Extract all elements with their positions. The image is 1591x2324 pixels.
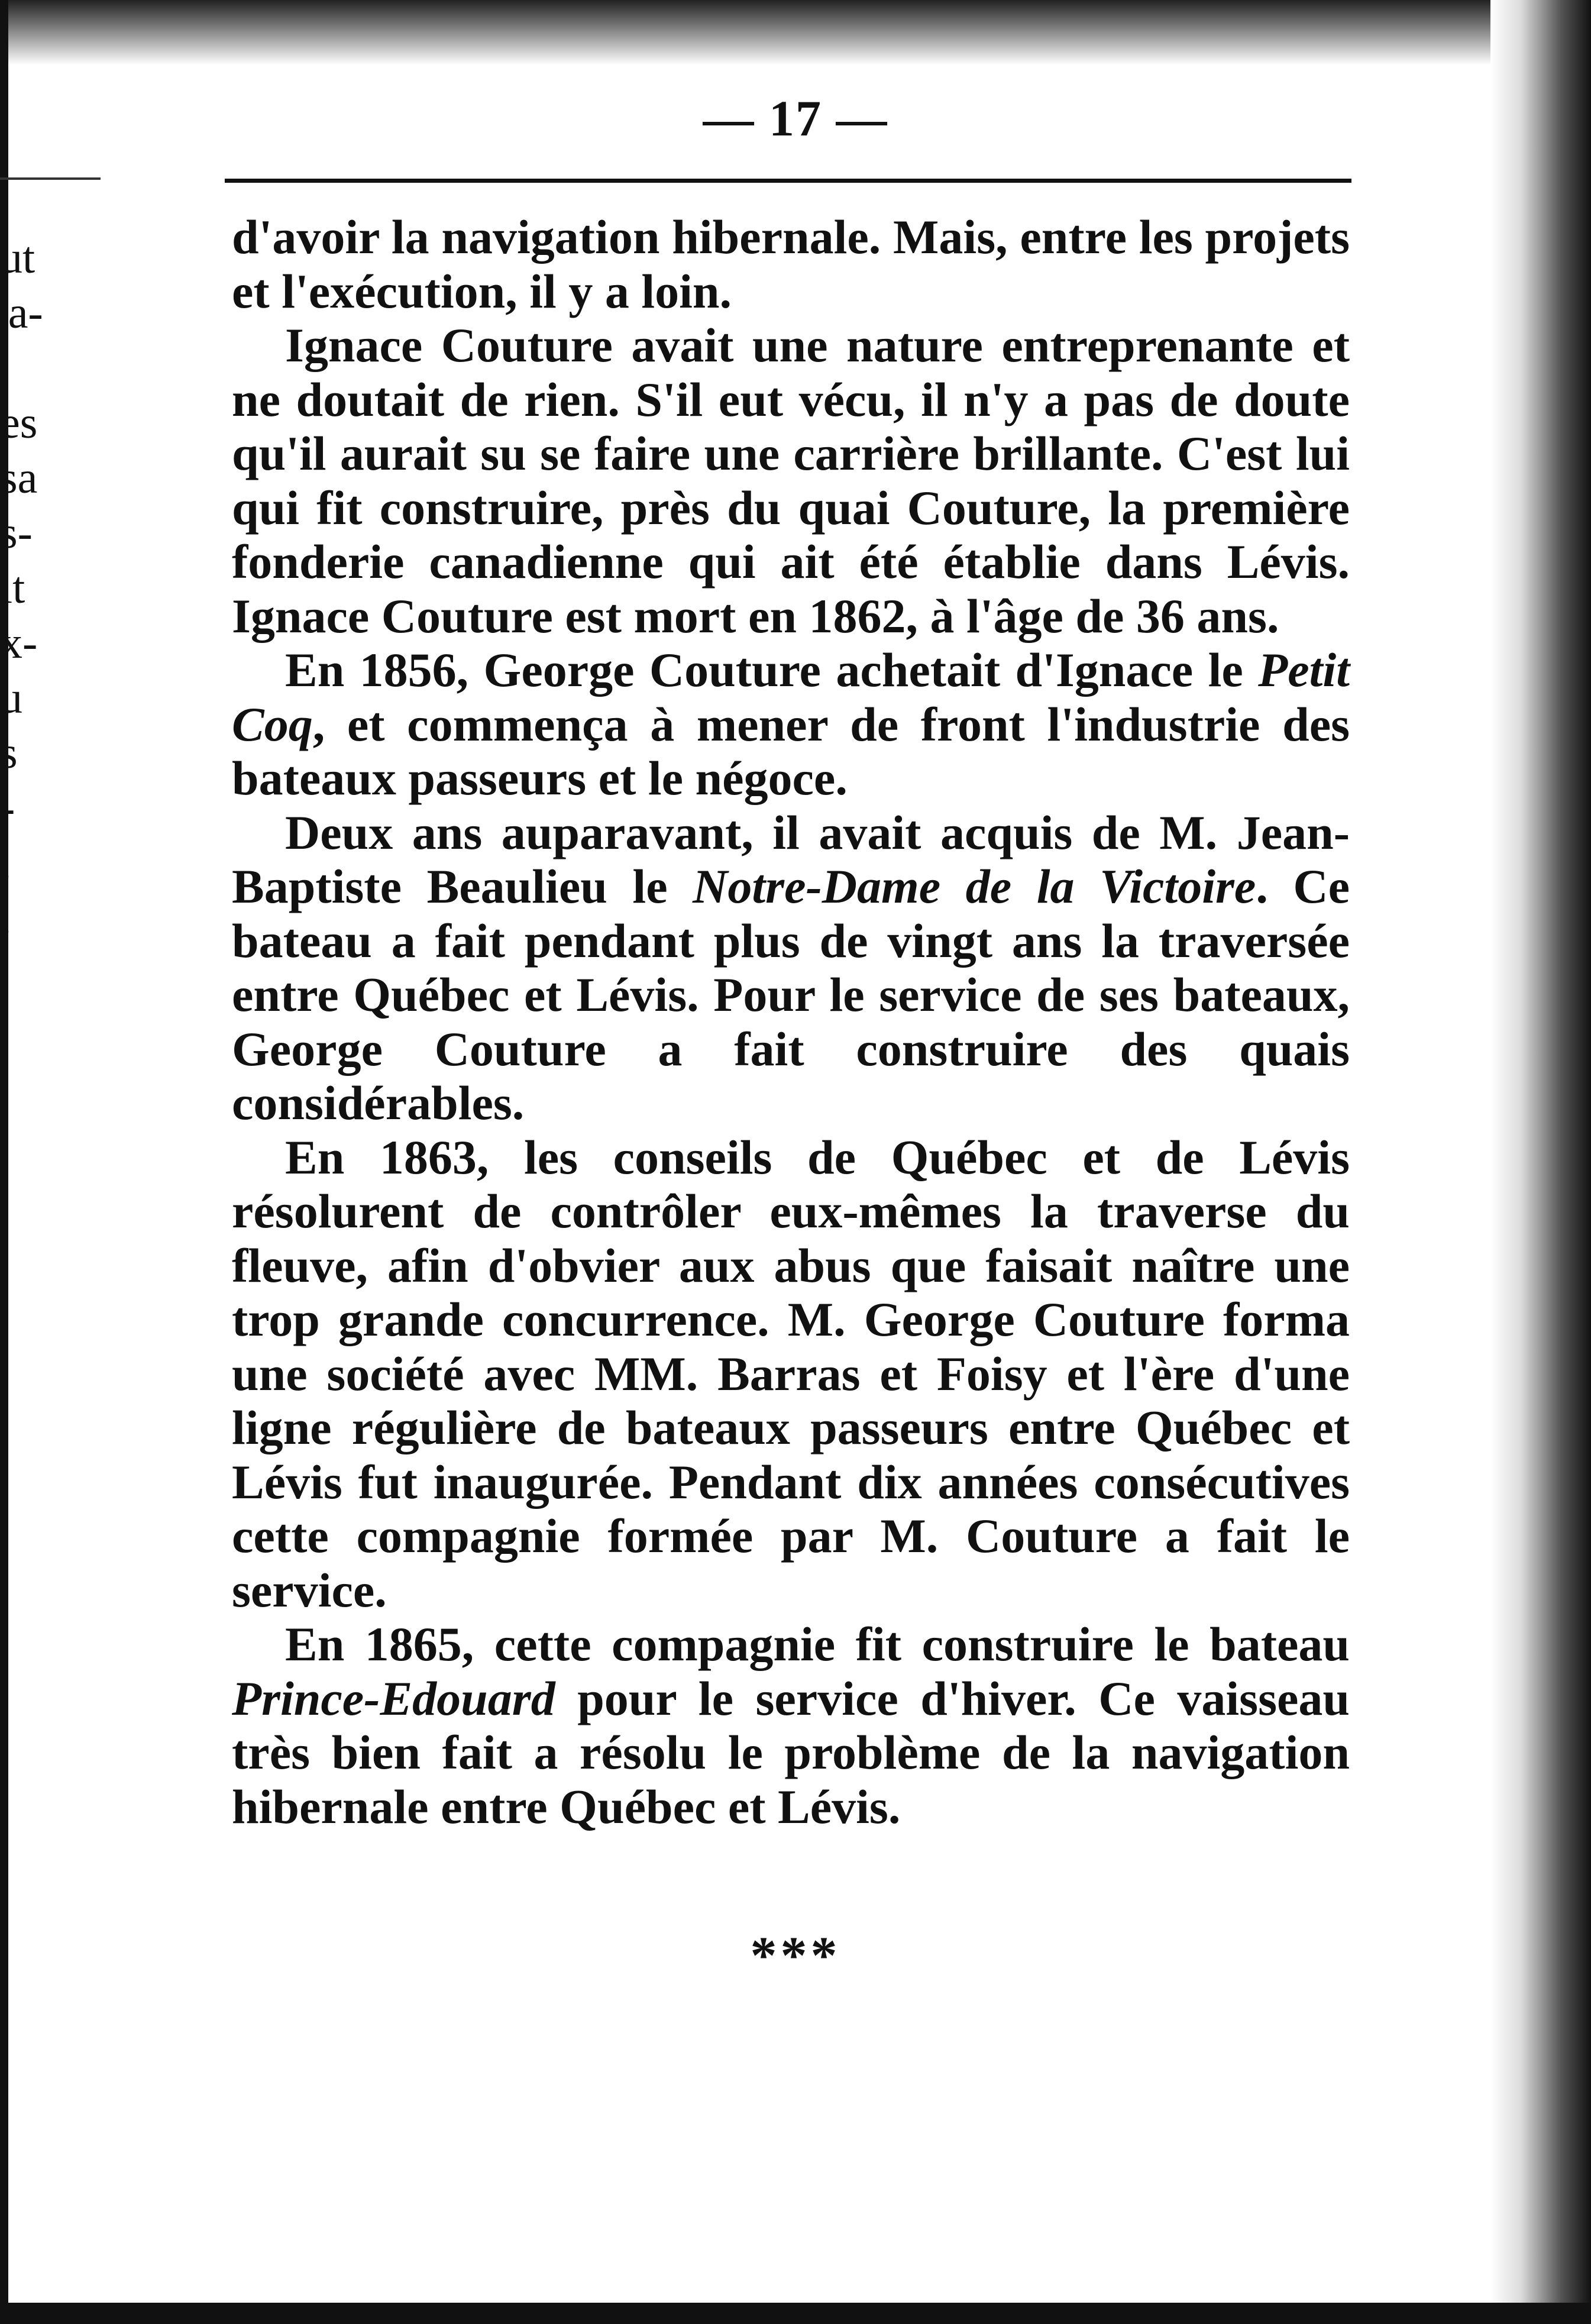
header-rule: [225, 179, 1351, 183]
paragraph-text: , et commença à mener de front l'industrie des bateaux passeurs et le négoce.: [232, 697, 1350, 805]
paragraph-text: En 1863, les conseils de Québec et de Lévis résolurent de contrôler eux-mêmes la traverse du fleuve, afin d'obvier aux abus que faisait naître une trop grande concurrence. M. George Couture forma une société avec MM. Barras et Foisy et l'ère d'une ligne régulière de bateaux passeurs entre Québec et Lévis fut inaugurée. Pendant dix années consécutives cette compagnie formée par M. Couture a fait le service.: [232, 1130, 1350, 1617]
facing-page-fragment: ,: [0, 838, 11, 888]
facing-page-fragments: [0, 231, 106, 1001]
section-ornament: ***: [750, 1927, 841, 1985]
paragraph-text: pour le service d'hiver. Ce vaisseau très bien fait a résolu le problème de la navigation hibernale entre Québec et Lévis.: [232, 1671, 1350, 1834]
italic-title: Prince-Edouard: [232, 1671, 555, 1725]
paragraph: [232, 1130, 1350, 1618]
facing-page-fragment: ,: [0, 893, 11, 943]
paragraph-text: Ignace Couture avait une nature entreprenante et ne doutait de rien. S'il eut vécu, il n'y a pas de doute qu'il aurait su se faire une carrière brillante. C'est lui qui fit construire, près du quai Couture, la première fonderie canadienne qui ait été établie dans Lévis. Ignace Couture est mort en 1862, à l'âge de 36 ans.: [232, 318, 1350, 643]
paragraph: [232, 210, 1350, 318]
scan-bottom-edge: [0, 2303, 1591, 2324]
paragraph: [232, 806, 1350, 1130]
paragraph: [232, 1617, 1350, 1834]
body-text: [232, 210, 1350, 1834]
facing-page-fragment: s-: [0, 508, 33, 558]
facing-page-fragment: x-: [0, 618, 38, 668]
facing-page-fragment: 'a-: [0, 288, 43, 338]
facing-page-fragment: it: [0, 563, 25, 613]
facing-page-fragment: u: [0, 673, 22, 723]
facing-page-fragment: sa: [0, 453, 38, 503]
scan-right-edge: [1490, 0, 1591, 2324]
facing-page-fragment: [0, 341, 106, 396]
page-number: — 17 —: [703, 90, 888, 147]
paragraph-text: Deux ans auparavant, il avait acquis de M. Jean-Baptiste Beaulieu le: [232, 805, 1350, 913]
facing-page-fragment: es: [0, 398, 38, 448]
italic-title: Notre-Dame de la Victoire: [693, 859, 1256, 913]
facing-page-fragment: s: [0, 728, 18, 778]
facing-page-rule: [0, 177, 101, 180]
facing-page-fragment: -: [0, 783, 15, 833]
paragraph-text: En 1865, cette compagnie fit construire le bateau: [285, 1617, 1350, 1671]
paragraph-text: d'avoir la navigation hibernale. Mais, entre les projets et l'exécution, il y a loin.: [232, 210, 1350, 318]
facing-page-fragment: .: [0, 948, 11, 998]
paragraph-text: En 1856, George Couture achetait d'Ignace le: [285, 643, 1259, 697]
facing-page-fragment: ut: [0, 233, 35, 283]
scan-top-edge: [0, 0, 1591, 65]
italic-title: Petit Coq: [232, 643, 1350, 751]
paragraph-text: . Ce bateau a fait pendant plus de vingt ans la traversée entre Québec et Lévis. Pour le service de ses bateaux, George Couture a fait construire des quais considérables.: [232, 859, 1350, 1130]
paragraph: [232, 643, 1350, 806]
paragraph: [232, 318, 1350, 643]
